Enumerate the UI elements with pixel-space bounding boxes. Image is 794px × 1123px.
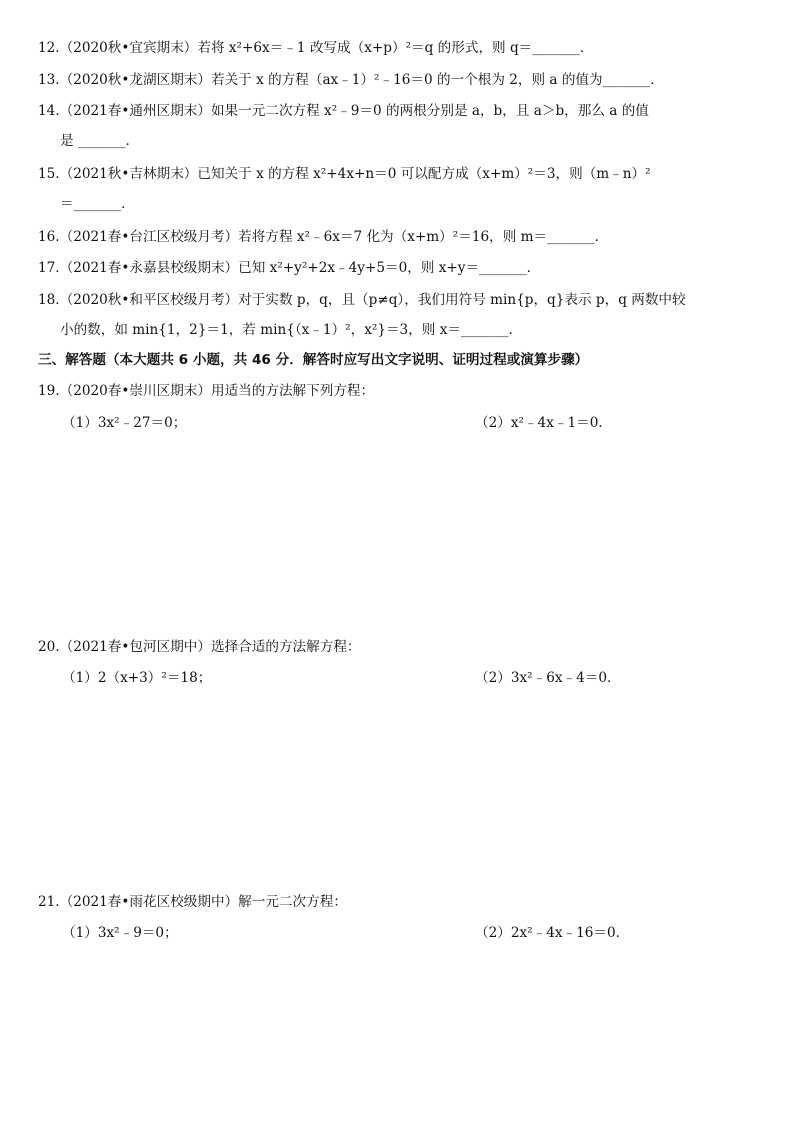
question-19-part-2: （2）x²﹣4x﹣1＝0． [475,415,612,431]
question-21-part-1: （1）3x²﹣9＝0； [62,925,178,941]
question-18-line-1: 18.（2020秋•和平区校级月考）对于实数 p，q，且（p≠q），我们用符号 min{p，q}表示 p，q 两数中较 [38,292,686,308]
question-15-line-1: 15.（2021秋•吉林期末）已知关于 x 的方程 x²+4x+n＝0 可以配方成（x+m）²＝3，则（m﹣n）² [38,166,651,182]
question-21-part-2: （2）2x²﹣4x﹣16＝0． [475,925,630,941]
question-15-line-2: ＝_______． [60,196,135,212]
section-3-heading: 三、解答题（本大题共 6 小题，共 46 分．解答时应写出文字说明、证明过程或演算步骤） [38,352,589,368]
question-19-stem: 19.（2020春•崇川区期末）用适当的方法解下列方程： [38,383,375,399]
question-19-part-1: （1）3x²﹣27＝0； [62,415,187,431]
question-18-line-2: 小的数，如 min{1，2}＝1，若 min{（x﹣1）²，x²}＝3，则 x＝_______． [60,322,523,338]
question-20-part-1: （1）2（x+3）²＝18； [62,670,212,686]
question-21-stem: 21.（2021春•雨花区校级期中）解一元二次方程： [38,894,347,910]
question-14-line-2: 是 _______． [60,133,140,149]
question-14-line-1: 14.（2021春•通州区期末）如果一元二次方程 x²﹣9＝0 的两根分别是 a，b，且 a＞b，那么 a 的值 [38,103,649,119]
question-17: 17.（2021春•永嘉县校级期末）已知 x²+y²+2x﹣4y+5＝0，则 x+y＝_______． [38,260,541,276]
question-13: 13.（2020秋•龙湖区期末）若关于 x 的方程（ax﹣1）²﹣16＝0 的一个根为 2，则 a 的值为_______． [38,72,664,88]
question-12: 12.（2020秋•宜宾期末）若将 x²+6x＝﹣1 改写成（x+p）²＝q 的形式，则 q＝_______． [38,40,594,56]
question-16: 16.（2021春•台江区校级月考）若将方程 x²﹣6x＝7 化为（x+m）²＝16，则 m＝_______． [38,229,609,245]
question-20-part-2: （2）3x²﹣6x﹣4＝0． [475,670,621,686]
question-20-stem: 20.（2021春•包河区期中）选择合适的方法解方程： [38,639,361,655]
